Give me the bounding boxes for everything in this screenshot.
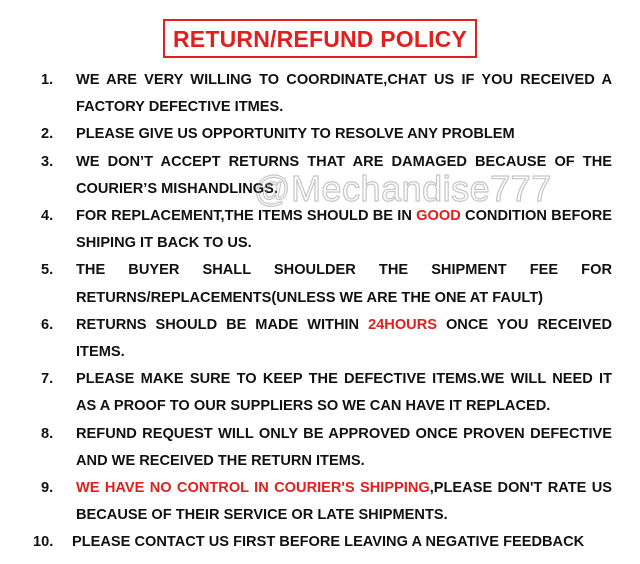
item-text-before: RETURNS SHOULD BE MADE WITHIN bbox=[76, 316, 369, 333]
watermark-text: @Mechandise777 bbox=[254, 168, 552, 209]
item-text: WE ARE VERY WILLING TO COORDINATE,CHAT US IF YOU RECEIVED A FACTORY DEFECTIVE ITMES. bbox=[76, 72, 612, 116]
item-text: PLEASE MAKE SURE TO KEEP THE DEFECTIVE ITEMS.WE WILL NEED IT AS A PROOF TO OUR SUPPLIERS SO WE CAN HAVE IT REPLACED. bbox=[76, 371, 612, 415]
policy-item-9 bbox=[0, 475, 640, 529]
item-text-after: CONDITION BEFORE SHIPING IT BACK TO US. bbox=[76, 208, 612, 252]
policy-item-2 bbox=[0, 121, 640, 148]
policy-item-3 bbox=[0, 149, 640, 203]
item-text: THE BUYER SHALL SHOULDER THE SHIPMENT FEE FOR RETURNS/REPLACEMENTS(UNLESS WE ARE THE ONE AT FAULT) bbox=[76, 262, 612, 306]
item-number: 3. bbox=[41, 153, 54, 170]
item-number: 7. bbox=[41, 371, 54, 388]
item-number: 10. bbox=[33, 534, 54, 551]
policy-item-8 bbox=[0, 421, 640, 475]
item-number: 1. bbox=[41, 72, 54, 88]
policy-list bbox=[0, 67, 640, 557]
policy-item-1 bbox=[0, 67, 640, 121]
item-number: 9. bbox=[41, 480, 54, 497]
item-text-after: ONCE YOU RECEIVED ITEMS. bbox=[76, 316, 612, 361]
item-text: PLEASE GIVE US OPPORTUNITY TO RESOLVE ANY PROBLEM bbox=[76, 126, 515, 143]
item-number: 6. bbox=[41, 316, 54, 333]
highlight-courier: WE HAVE NO CONTROL IN COURIER'S SHIPPING bbox=[76, 480, 430, 497]
item-text-after: ,PLEASE DON'T RATE US BECAUSE OF THEIR SERVICE OR LATE SHIPMENTS. bbox=[76, 480, 612, 524]
policy-item-7 bbox=[0, 366, 640, 420]
policy-item-5 bbox=[0, 257, 640, 311]
policy-item-10 bbox=[0, 529, 640, 556]
highlight-24hours: 24HOURS bbox=[368, 316, 437, 333]
item-text: PLEASE CONTACT US FIRST BEFORE LEAVING A NEGATIVE FEEDBACK bbox=[72, 534, 585, 551]
item-number: 4. bbox=[41, 208, 54, 225]
item-text: REFUND REQUEST WILL ONLY BE APPROVED ONCE PROVEN DEFECTIVE AND WE RECEIVED THE RETURN ITEMS. bbox=[76, 425, 612, 469]
highlight-good: GOOD bbox=[416, 208, 461, 225]
title-container bbox=[0, 19, 640, 58]
item-number: 5. bbox=[41, 262, 54, 279]
page-title: RETURN/REFUND POLICY bbox=[163, 19, 477, 58]
item-text: WE DON’T ACCEPT RETURNS THAT ARE DAMAGED BECAUSE OF THE COURIER’S MISHANDLINGS. bbox=[76, 153, 612, 197]
policy-item-4 bbox=[0, 203, 640, 257]
item-number: 2. bbox=[41, 126, 54, 143]
item-text-before: FOR REPLACEMENT,THE ITEMS SHOULD BE IN bbox=[76, 208, 417, 225]
item-number: 8. bbox=[41, 425, 54, 442]
policy-item-6 bbox=[0, 312, 640, 366]
